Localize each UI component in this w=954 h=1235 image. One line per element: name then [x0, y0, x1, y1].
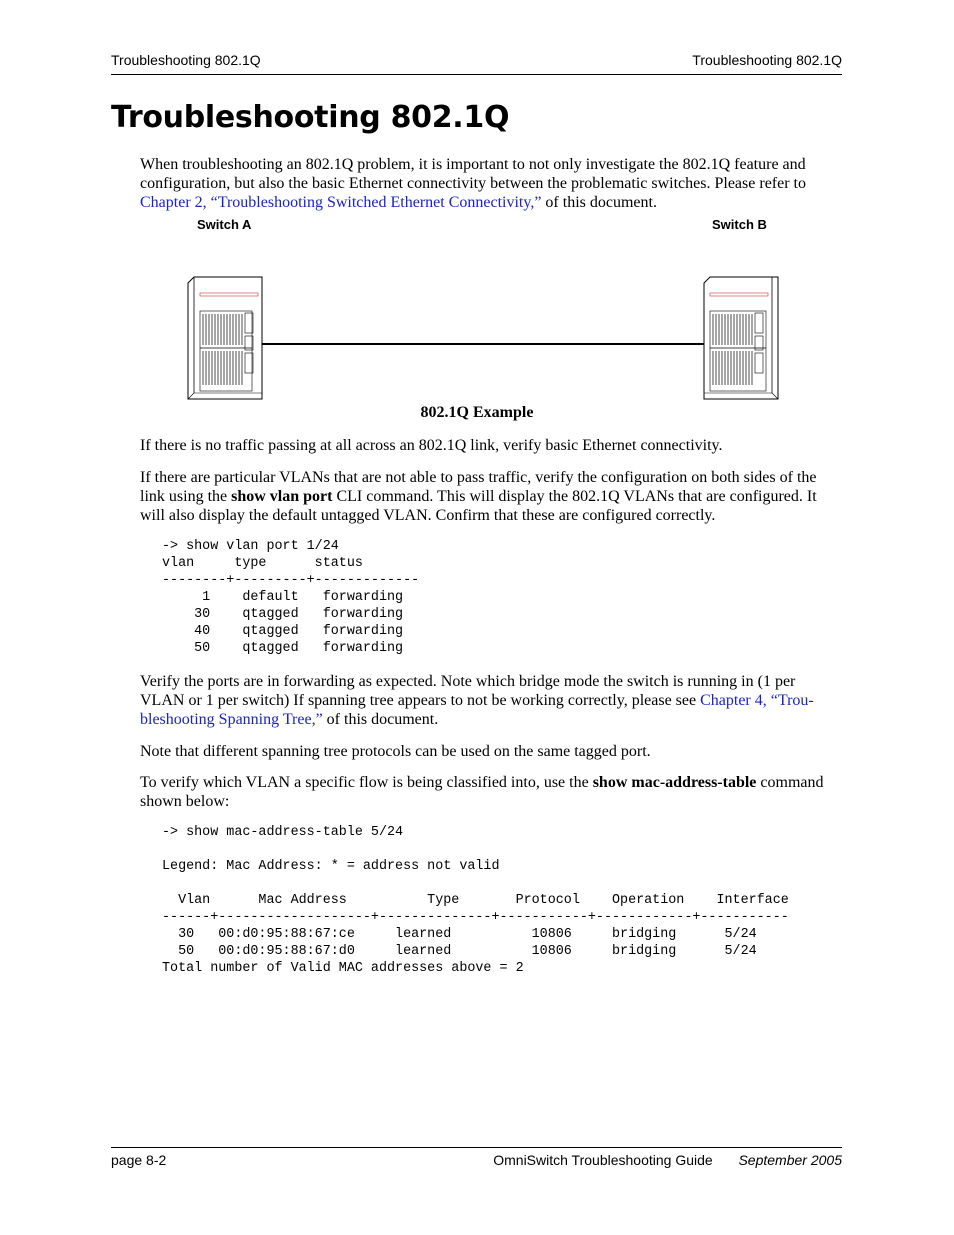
switch-b-label: Switch B — [712, 217, 767, 232]
show-mac-address-table-command: show mac-address-table — [592, 774, 757, 791]
mac-table-text: To verify which VLAN a specific flow is being classified into, use the — [140, 774, 593, 791]
page-title: Troubleshooting 802.1Q — [111, 100, 510, 135]
mac-table-text-end: command shown below: — [140, 774, 824, 810]
footer-rule — [111, 1147, 842, 1148]
show-vlan-port-output: -> show vlan port 1/24 vlan type status --------+---------+------------- 1 default forwarding 30 qtagged forwarding 40 qtagged forwarding 50 qtagged forwarding — [162, 539, 420, 656]
intro-paragraph — [140, 155, 840, 212]
forwarding-text-end: of this document. — [322, 711, 439, 728]
forwarding-text: Verify the ports are in forwarding as expected. Note which bridge mode the switch is running in (1 per VLAN or 1 per switch) If spanning tree appears to not be working correctly, please see — [140, 673, 796, 709]
running-header-right: Troubleshooting 802.1Q — [692, 52, 842, 68]
running-header-left: Troubleshooting 802.1Q — [111, 52, 261, 68]
vlan-config-text: If there are particular VLANs that are not able to pass traffic, verify the configuration on both sides of the link using the — [140, 469, 817, 505]
forwarding-paragraph — [140, 672, 840, 729]
vlan-config-text-end: CLI command. This will display the 802.1Q VLANs that are configured. It will also display the default untagged VLAN. Confirm that these are configured correctly. — [140, 488, 817, 524]
show-vlan-port-command: show vlan port — [231, 488, 333, 505]
switch-b-chassis — [704, 277, 778, 399]
publication-date: September 2005 — [738, 1152, 842, 1168]
chapter-2-link[interactable]: Chapter 2, “Troubleshooting Switched Ethernet Connectivity,” — [140, 194, 542, 211]
page-number: page 8-2 — [111, 1152, 167, 1168]
header-rule — [111, 74, 842, 75]
no-traffic-paragraph: If there is no traffic passing at all across an 802.1Q link, verify basic Ethernet connectivity. — [140, 437, 723, 454]
spanning-tree-note: Note that different spanning tree protocols can be used on the same tagged port. — [140, 743, 651, 760]
show-mac-address-table-output: -> show mac-address-table 5/24 Legend: Mac Address: * = address not valid Vlan Mac Address Type Protocol Operation Interface ------+-------------------+--------------+-----------+------------+----------- 30 00:d0:95:88:67:ce learned 10806 bridging 5/24 50 00:d0:95:88:67:d0 learned 10806 bridging 5/24 Total number of Valid MAC addresses above = 2 — [162, 825, 789, 976]
intro-text-end: of this document. — [541, 194, 657, 211]
figure-caption: 802.1Q Example — [420, 404, 534, 421]
mac-table-paragraph — [140, 773, 840, 811]
switch-a-label: Switch A — [197, 217, 252, 232]
vlan-config-paragraph — [140, 468, 840, 525]
chapter-4-link[interactable]: Chapter 4, “Trou-bleshooting Spanning Tree,” — [140, 692, 814, 728]
footer-right — [493, 1152, 842, 1168]
switch-a-chassis — [188, 277, 262, 399]
intro-text: When troubleshooting an 802.1Q problem, it is important to not only investigate the 802.1Q feature and configuration, but also the basic Ethernet connectivity between the problematic switches. Please refer to — [140, 156, 806, 192]
switch-diagram — [180, 275, 790, 405]
guide-title: OmniSwitch Troubleshooting Guide — [493, 1152, 713, 1168]
